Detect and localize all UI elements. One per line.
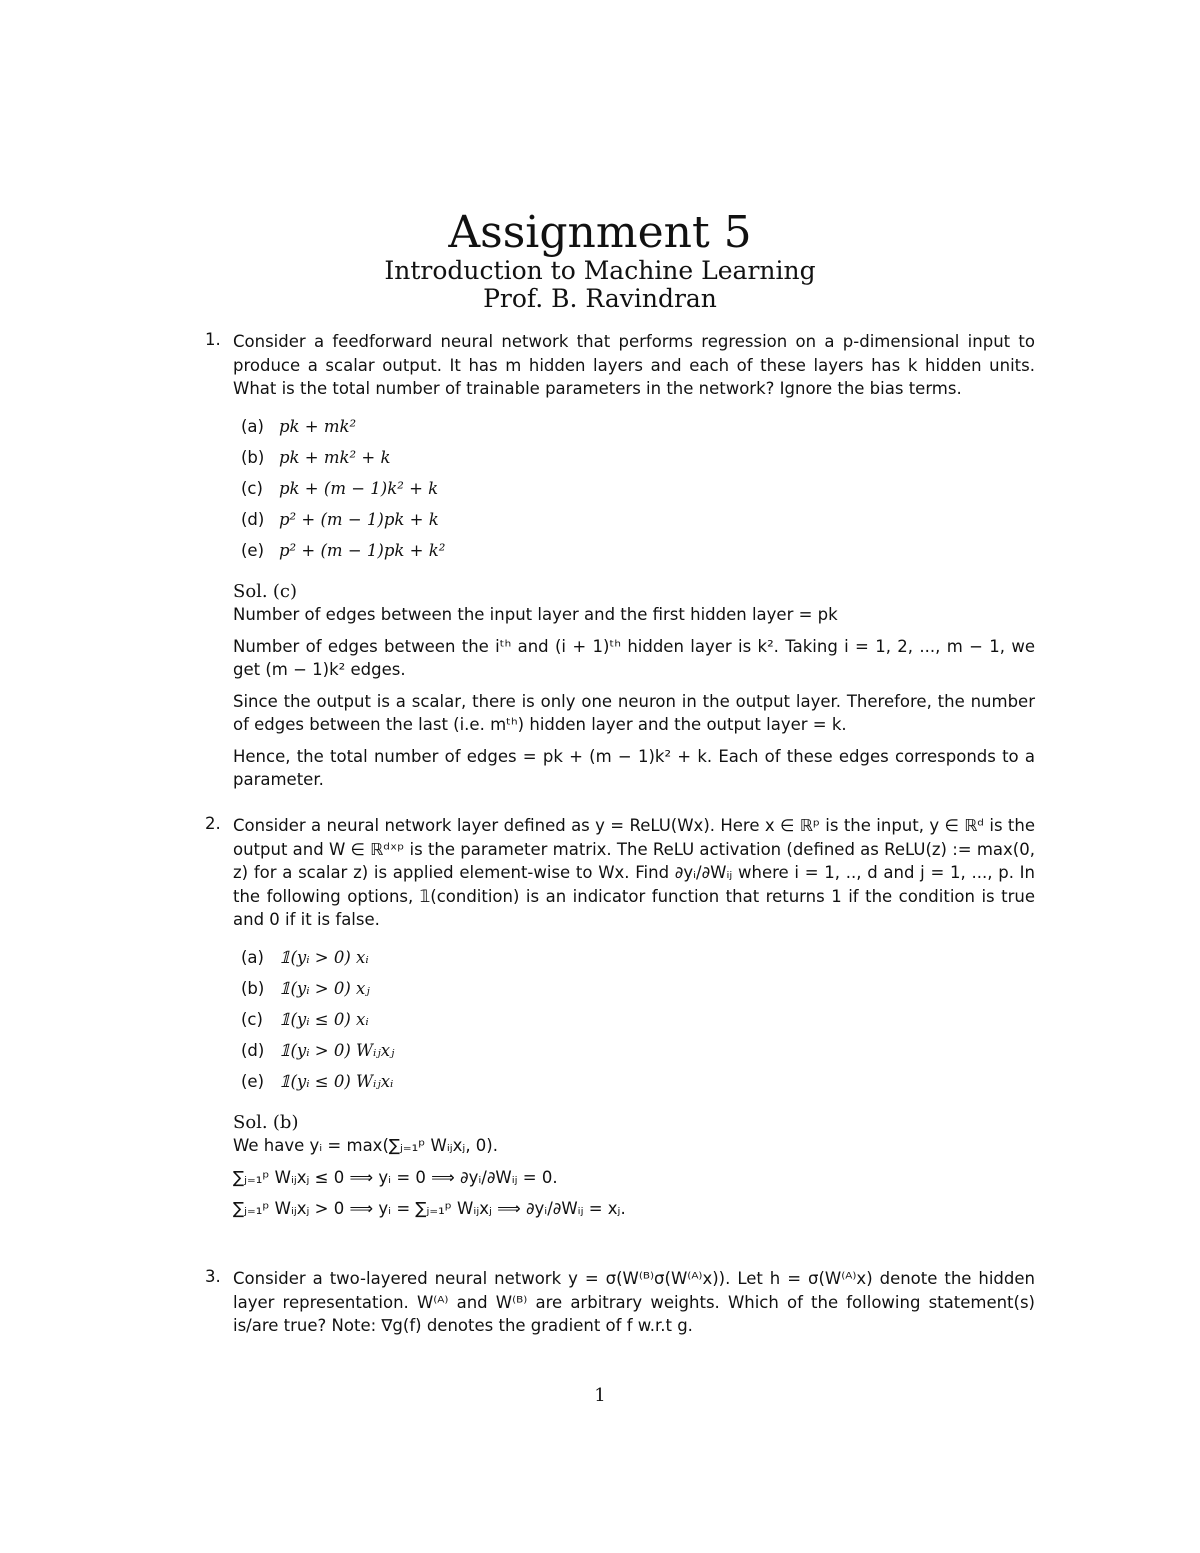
question-number: 1.	[205, 330, 221, 349]
instructor-name: Prof. B. Ravindran	[483, 284, 717, 313]
question-text: Consider a two-layered neural network y = σ(W⁽ᴮ⁾σ(W⁽ᴬ⁾x)). Let h = σ(W⁽ᴬ⁾x) denote the hidden layer representation. W⁽ᴬ⁾ and W⁽ᴮ⁾ are arbitrary weights. Which of the following statement(s) is/are true? Note: ∇g(f) denotes the gradient of f w.r.t g.	[233, 1269, 1035, 1335]
option-text: pk + mk²	[279, 416, 357, 436]
option-letter: (e)	[241, 1071, 265, 1091]
course-name: Introduction to Machine Learning	[384, 256, 816, 285]
option-b	[241, 973, 1035, 1004]
option-e	[241, 1066, 1035, 1097]
option-text: 𝟙(yᵢ > 0) xⱼ	[279, 978, 370, 998]
question-3	[205, 1267, 1035, 1338]
option-text: pk + (m − 1)k² + k	[279, 478, 439, 498]
solution-block	[233, 580, 1035, 792]
option-c	[241, 473, 1035, 504]
solution-line: Number of edges between the input layer and the first hidden layer = pk	[233, 605, 838, 624]
option-letter: (d)	[241, 509, 265, 529]
question-2	[205, 814, 1035, 1221]
option-text: 𝟙(yᵢ > 0) xᵢ	[279, 947, 369, 967]
option-c	[241, 1004, 1035, 1035]
option-a	[241, 942, 1035, 973]
page-number: 1	[594, 1385, 606, 1406]
solution-line: We have yᵢ = max(∑ⱼ₌₁ᵖ Wᵢⱼxⱼ, 0).	[233, 1136, 498, 1155]
question-text: Consider a neural network layer defined as y = ReLU(Wx). Here x ∈ ℝᵖ is the input, y ∈ ℝᵈ is the output and W ∈ ℝᵈˣᵖ is the parameter matrix. The ReLU activation (defined as ReLU(z) := max(0, z) for a scalar z) is applied element-wise to Wx. Find ∂yᵢ/∂Wᵢⱼ where i = 1, .., d and j = 1, ..., p. In the following options, 𝟙(condition) is an indicator function that returns 1 if the condition is true and 0 if it is false.	[233, 816, 1035, 929]
solution-line: Hence, the total number of edges = pk + (m − 1)k² + k. Each of these edges corresponds to a parameter.	[233, 746, 1035, 789]
option-letter: (b)	[241, 978, 265, 998]
solution-line: Number of edges between the iᵗʰ and (i + 1)ᵗʰ hidden layer is k². Taking i = 1, 2, ..., m − 1, we get (m − 1)k² edges.	[233, 636, 1035, 679]
option-text: pk + mk² + k	[279, 447, 391, 467]
option-letter: (a)	[241, 947, 264, 967]
options-list	[241, 942, 1035, 1097]
solution-line: Since the output is a scalar, there is only one neuron in the output layer. Therefore, the number of edges between the last (i.e. mᵗʰ) hidden layer and the output layer = k.	[233, 691, 1035, 734]
option-e	[241, 535, 1035, 566]
question-number: 2.	[205, 814, 221, 833]
option-a	[241, 411, 1035, 442]
solution-label: Sol.	[233, 580, 268, 602]
solution-answer: (b)	[272, 1111, 299, 1133]
option-text: 𝟙(yᵢ ≤ 0) Wᵢⱼxᵢ	[279, 1071, 394, 1091]
option-text: 𝟙(yᵢ > 0) Wᵢⱼxⱼ	[279, 1040, 395, 1060]
option-d	[241, 504, 1035, 535]
option-letter: (c)	[241, 1009, 263, 1029]
option-letter: (e)	[241, 540, 265, 560]
option-text: 𝟙(yᵢ ≤ 0) xᵢ	[279, 1009, 369, 1029]
solution-label: Sol.	[233, 1111, 268, 1133]
option-letter: (c)	[241, 478, 263, 498]
option-letter: (d)	[241, 1040, 265, 1060]
question-number: 3.	[205, 1267, 221, 1286]
options-list	[241, 411, 1035, 566]
document-title: Assignment 5	[448, 207, 752, 258]
option-letter: (b)	[241, 447, 265, 467]
option-d	[241, 1035, 1035, 1066]
question-text: Consider a feedforward neural network that performs regression on a p-dimensional input to produce a scalar output. It has m hidden layers and each of these layers has k hidden units. What is the total number of trainable parameters in the network? Ignore the bias terms.	[233, 332, 1035, 398]
option-b	[241, 442, 1035, 473]
option-text: p² + (m − 1)pk + k²	[279, 540, 446, 560]
option-letter: (a)	[241, 416, 264, 436]
option-text: p² + (m − 1)pk + k	[279, 509, 439, 529]
question-1	[205, 330, 1035, 792]
solution-block	[233, 1111, 1035, 1221]
solution-line: ∑ⱼ₌₁ᵖ Wᵢⱼxⱼ > 0 ⟹ yᵢ = ∑ⱼ₌₁ᵖ Wᵢⱼxⱼ ⟹ ∂yᵢ/∂Wᵢⱼ = xⱼ.	[233, 1199, 626, 1218]
solution-line: ∑ⱼ₌₁ᵖ Wᵢⱼxⱼ ≤ 0 ⟹ yᵢ = 0 ⟹ ∂yᵢ/∂Wᵢⱼ = 0.	[233, 1167, 558, 1187]
solution-answer: (c)	[272, 580, 298, 602]
